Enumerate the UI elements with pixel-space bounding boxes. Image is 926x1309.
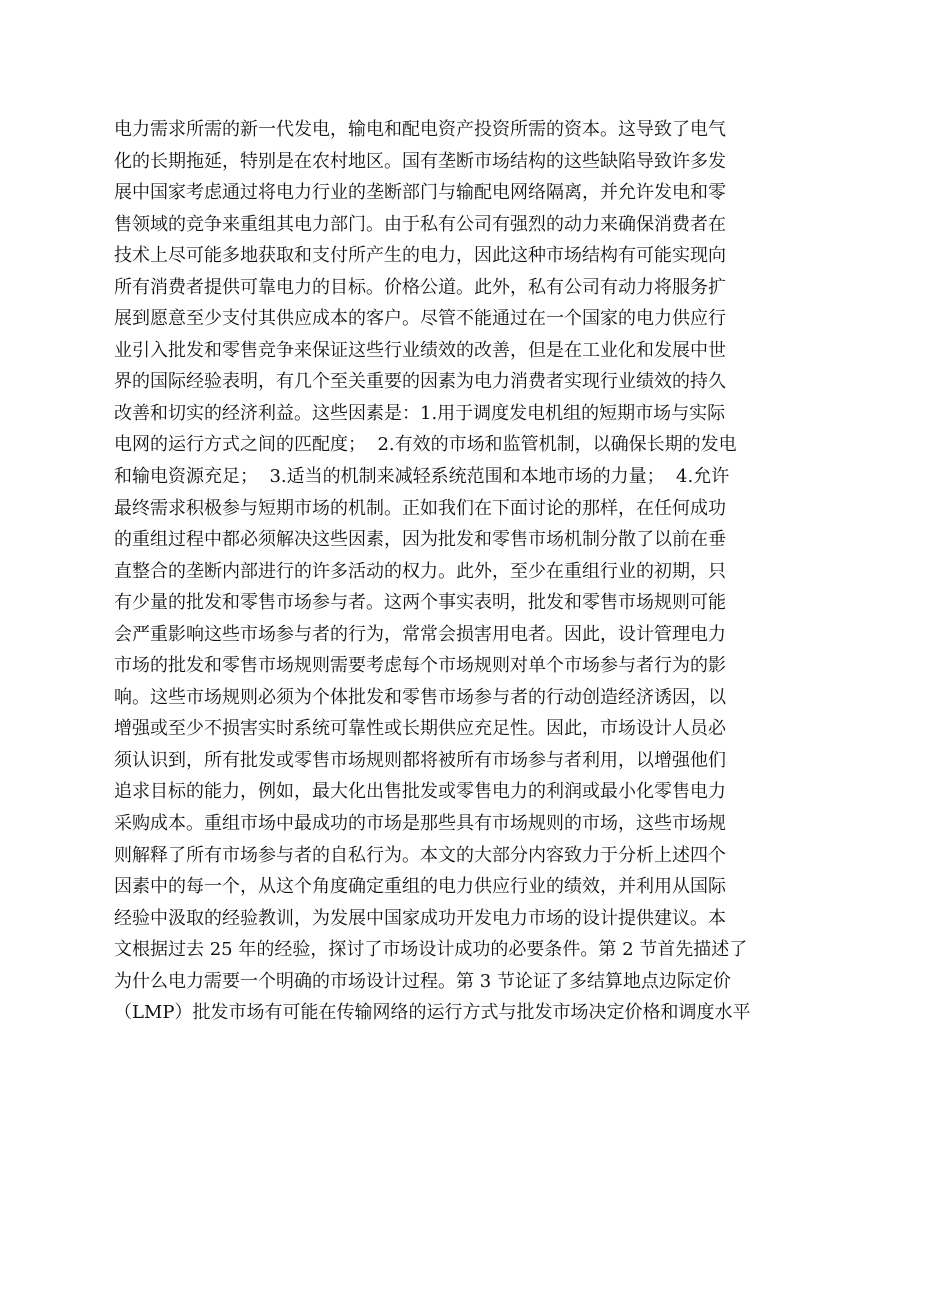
text-line: 追求目标的能力，例如，最大化出售批发或零售电力的利润或最小化零售电力 bbox=[114, 781, 726, 803]
text-line: 展中国家考虑通过将电力行业的垄断部门与输配电网络隔离，并允许发电和零 bbox=[114, 182, 726, 204]
text-line: 为什么电力需要一个明确的市场设计过程。第 3 节论证了多结算地点边际定价 bbox=[114, 970, 731, 992]
text-line: 市场的批发和零售市场规则需要考虑每个市场规则对单个市场参与者行为的影 bbox=[114, 655, 726, 677]
body-paragraph bbox=[114, 114, 814, 1029]
text-line: 会严重影响这些市场参与者的行为，常常会损害用电者。因此，设计管理电力 bbox=[114, 623, 726, 645]
text-line: 则解释了所有市场参与者的自私行为。本文的大部分内容致力于分析上述四个 bbox=[114, 844, 726, 866]
text-line: 化的长期拖延，特别是在农村地区。国有垄断市场结构的这些缺陷导致许多发 bbox=[114, 150, 726, 172]
text-line: 最终需求积极参与短期市场的机制。正如我们在下面讨论的那样，在任何成功 bbox=[114, 497, 726, 519]
text-line: 采购成本。重组市场中最成功的市场是那些具有市场规则的市场，这些市场规 bbox=[114, 813, 726, 835]
text-line: 的重组过程中都必须解决这些因素，因为批发和零售市场机制分散了以前在垂 bbox=[114, 529, 726, 551]
text-line: 经验中汲取的经验教训，为发展中国家成功开发电力市场的设计提供建议。本 bbox=[114, 907, 726, 929]
text-line: 电网的运行方式之间的匹配度； 2.有效的市场和监管机制，以确保长期的发电 bbox=[114, 434, 737, 456]
text-line: 改善和切实的经济利益。这些因素是：1.用于调度发电机组的短期市场与实际 bbox=[114, 402, 726, 424]
text-line: 所有消费者提供可靠电力的目标。价格公道。此外，私有公司有动力将服务扩 bbox=[114, 276, 726, 298]
text-line: 响。这些市场规则必须为个体批发和零售市场参与者的行动创造经济诱因，以 bbox=[114, 686, 726, 708]
text-line: 文根据过去 25 年的经验，探讨了市场设计成功的必要条件。第 2 节首先描述了 bbox=[114, 939, 748, 961]
text-line: 因素中的每一个，从这个角度确定重组的电力供应行业的绩效，并利用从国际 bbox=[114, 876, 726, 898]
text-line: 售领域的竞争来重组其电力部门。由于私有公司有强烈的动力来确保消费者在 bbox=[114, 213, 726, 235]
text-line: 直整合的垄断内部进行的许多活动的权力。此外，至少在重组行业的初期，只 bbox=[114, 560, 726, 582]
text-line: 业引入批发和零售竞争来保证这些行业绩效的改善，但是在工业化和发展中世 bbox=[114, 339, 726, 361]
text-line: 展到愿意至少支付其供应成本的客户。尽管不能通过在一个国家的电力供应行 bbox=[114, 308, 726, 330]
text-line: 须认识到，所有批发或零售市场规则都将被所有市场参与者利用，以增强他们 bbox=[114, 749, 726, 771]
text-line: 技术上尽可能多地获取和支付所产生的电力，因此这种市场结构有可能实现向 bbox=[114, 245, 726, 267]
text-line: 有少量的批发和零售市场参与者。这两个事实表明，批发和零售市场规则可能 bbox=[114, 592, 726, 614]
text-line: 界的国际经验表明，有几个至关重要的因素为电力消费者实现行业绩效的持久 bbox=[114, 371, 726, 393]
text-line: 增强或至少不损害实时系统可靠性或长期供应充足性。因此，市场设计人员必 bbox=[114, 718, 726, 740]
text-line: （LMP）批发市场有可能在传输网络的运行方式与批发市场决定价格和调度水平 bbox=[114, 1002, 751, 1024]
text-line: 和输电资源充足； 3.适当的机制来减轻系统范围和本地市场的力量； 4.允许 bbox=[114, 466, 730, 488]
text-line: 电力需求所需的新一代发电，输电和配电资产投资所需的资本。这导致了电气 bbox=[114, 119, 726, 140]
